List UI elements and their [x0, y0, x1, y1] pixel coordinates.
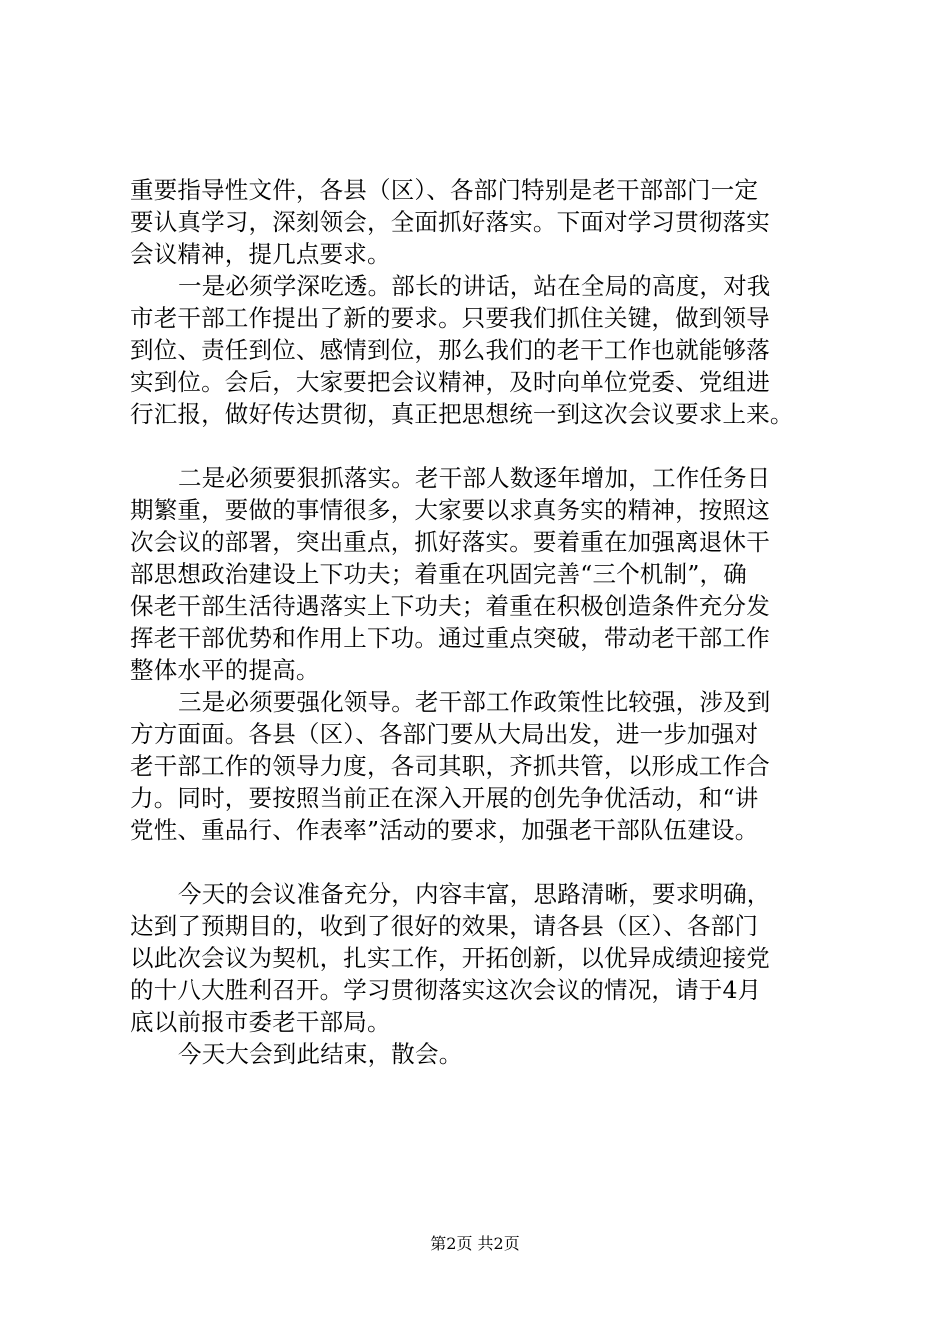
text-line: 方方面面。各县（区）、各部门要从大局出发，进一步加强对 [130, 720, 759, 748]
text-line: 整体水平的提高。 [130, 656, 320, 684]
text-line: 实到位。会后，大家要把会议精神，及时向单位党委、党组进 [130, 368, 770, 396]
text-line: 以此次会议为契机，扎实工作，开拓创新，以优异成绩迎接党 [130, 944, 770, 972]
text-line: 部思想政治建设上下功夫；着重在巩固完善“三个机制”，确 [130, 560, 747, 588]
document-body [130, 174, 830, 1070]
text-line: 党性、重品行、作表率”活动的要求，加强老干部队伍建设。 [130, 816, 759, 844]
text-line: 会议精神，提几点要求。 [130, 240, 391, 268]
text-line: 重要指导性文件，各县（区）、各部门特别是老干部部门一定 [130, 176, 759, 204]
text-line: 一是必须学深吃透。部长的讲话，站在全局的高度，对我 [178, 272, 771, 300]
text-line: 达到了预期目的，收到了很好的效果，请各县（区）、各部门 [130, 912, 759, 940]
text-line: 市老干部工作提出了新的要求。只要我们抓住关键，做到领导 [130, 304, 770, 332]
text-line: 的十八大胜利召开。学习贯彻落实这次会议的情况，请于4月 [130, 976, 762, 1004]
text-line: 行汇报，做好传达贯彻，真正把思想统一到这次会议要求上来。 [130, 400, 794, 428]
paragraph-gap [130, 430, 830, 462]
text-line: 今天大会到此结束，散会。 [178, 1040, 463, 1068]
text-line: 次会议的部署，突出重点，抓好落实。要着重在加强离退休干 [130, 528, 770, 556]
text-line: 底以前报市委老干部局。 [130, 1008, 391, 1036]
paragraph-gap [130, 846, 830, 878]
text-line: 要认真学习，深刻领会，全面抓好落实。下面对学习贯彻落实 [130, 208, 770, 236]
text-line: 期繁重，要做的事情很多，大家要以求真务实的精神，按照这 [130, 496, 770, 524]
text-line: 二是必须要狠抓落实。老干部人数逐年增加，工作任务日 [178, 464, 771, 492]
text-line: 到位、责任到位、感情到位，那么我们的老干工作也就能够落 [130, 336, 770, 364]
text-line: 保老干部生活待遇落实上下功夫；着重在积极创造条件充分发 [130, 592, 770, 620]
text-line: 三是必须要强化领导。老干部工作政策性比较强，涉及到 [178, 688, 771, 716]
text-line: 老干部工作的领导力度，各司其职，齐抓共管，以形成工作合 [130, 752, 770, 780]
page-footer: 第2页 共2页 [430, 1234, 520, 1253]
text-line: 挥老干部优势和作用上下功。通过重点突破，带动老干部工作 [130, 624, 770, 652]
text-line: 力。同时，要按照当前正在深入开展的创先争优活动，和“讲 [130, 784, 759, 812]
text-line: 今天的会议准备充分，内容丰富，思路清晰，要求明确， [178, 880, 771, 908]
